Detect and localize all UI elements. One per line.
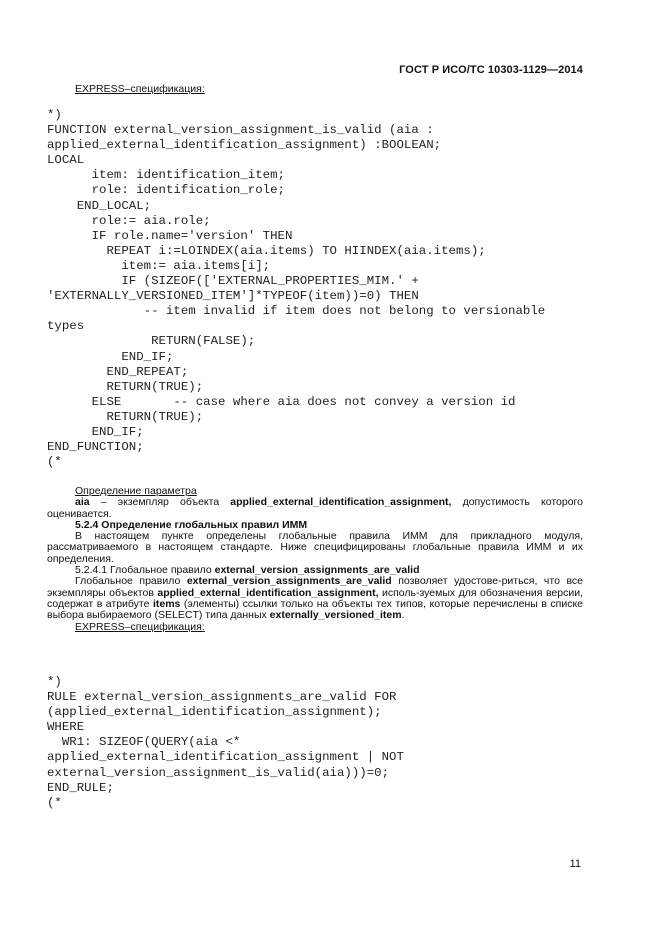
parameter-definition-section — [47, 486, 583, 633]
express-code-rule: *) RULE external_version_assignments_are_valid FOR (applied_external_identification_assignment); WHERE WR1: SIZEOF(QUERY(aia <* applied_external_identification_assignment | NOT external_version_assignment_is_valid(aia)))=0; END_RULE; (* — [47, 675, 404, 810]
express-spec-label-2: EXPRESS–спецификация: — [75, 620, 205, 633]
document-header: ГОСТ Р ИСО/ТС 10303-1129—2014 — [399, 64, 583, 76]
rule-5241-paragraph: Глобальное правило external_version_assignments_are_valid позволяет удостове-риться, что все экземпляры объектов applied_external_identification_assignment, исполь-зуемых для обозначения версии, содержат в атрибуте items (элементы) ссылки только на объекты тех типов, которые перечислены в списке выбора выбираемого (SELECT) типа данных externally_versioned_item. — [47, 575, 583, 622]
express-spec-label-1: EXPRESS–спецификация: — [75, 83, 205, 95]
express-code-function: *) FUNCTION external_version_assignment_is_valid (aia : applied_external_identification_assignment) :BOOLEAN; LOCAL item: identification_item; role: identification_role; END_LOCAL; role:= aia.role; IF role.name='version' THEN REPEAT i:=LOINDEX(aia.items) TO HIINDEX(aia.items); item:= aia.items[i]; IF (SIZEOF(['EXTERNAL_PROPERTIES_MIM.' + 'EXTERNALLY_VERSIONED_ITEM']*TYPEOF(item))=0) THEN -- item invalid if item does not belong to versionable types RETURN(FALSE); END_IF; END_REPEAT; RETURN(TRUE); ELSE -- case where aia does not convey a version id RETURN(TRUE); END_IF; END_FUNCTION; (* — [47, 108, 546, 470]
param-def-heading: Определение параметра — [75, 485, 197, 497]
rule-5241-heading: 5.2.4.1 Глобальное правило external_version_assignments_are_valid — [75, 564, 420, 577]
section-524-heading: 5.2.4 Определение глобальных правил ИММ — [75, 518, 308, 531]
page-number: 11 — [569, 858, 581, 870]
param-def-text: aia – экземпляр объекта applied_external_identification_assignment, допустимость которого оценивается. — [47, 496, 583, 520]
section-524-paragraph: В настоящем пункте определены глобальные правила ИММ для прикладного модуля, рассматриваемого в настоящем стандарте. Ниже специфицированы глобальные правила ИММ и их определения. — [47, 530, 583, 565]
